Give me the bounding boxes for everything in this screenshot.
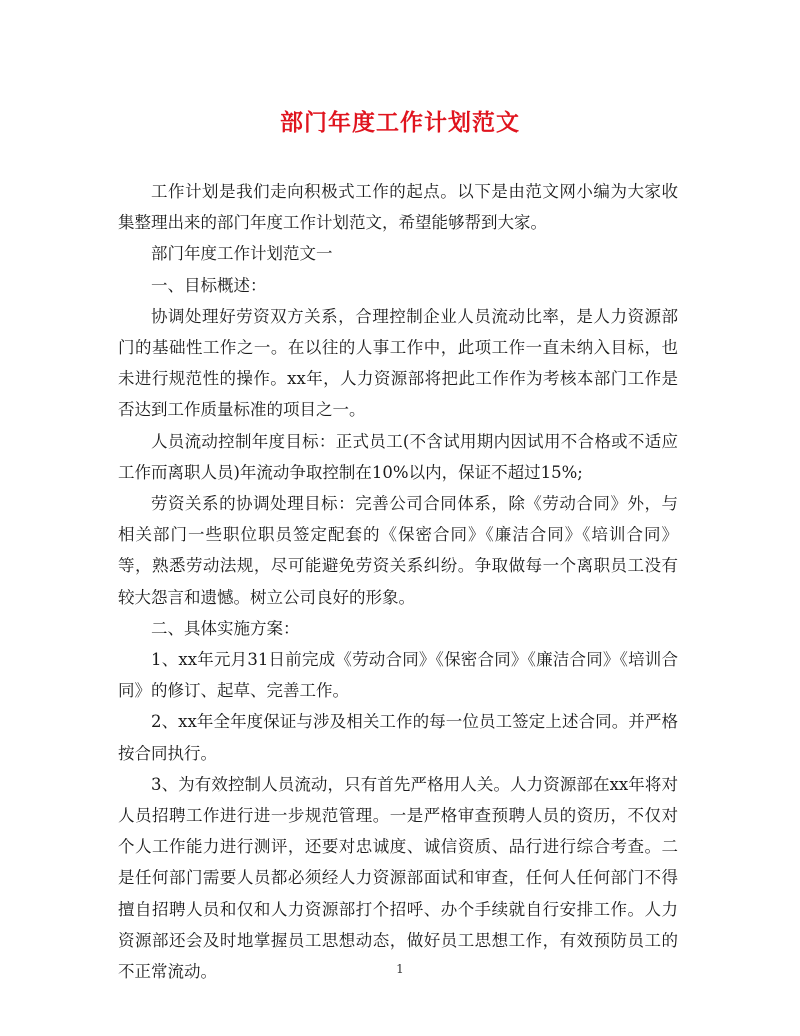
plan-item-2: 2、xx年全年度保证与涉及相关工作的每一位员工签定上述合同。并严格按合同执行。 xyxy=(118,712,678,763)
page-number: 1 xyxy=(396,962,404,976)
section-heading-sample-one: 部门年度工作计划范文一 xyxy=(151,244,333,264)
plan-item-3: 3、为有效控制人员流动，只有首先严格用人关。人力资源部在xx年将对人员招聘工作进行进一步规范管理。一是严格审查预聘人员的资历，不仅对个人工作能力进行测评，还要对忠诚度、诚信资质、品行进行综合考查。二是任何部门需要人员都必须经人力资源部面试和审查，任何人任何部门不得擅自招聘人员和仅和人力资源部打个招呼、办个手续就自行安排工作。人力资源部还会及时地掌握员工思想动态，做好员工思想工作，有效预防员工的不正常流动。 xyxy=(118,774,678,982)
plan-item-1: 1、xx年元月31日前完成《劳动合同》《保密合同》《廉洁合同》《培训合同》的修订、起草、完善工作。 xyxy=(118,650,678,701)
document-body xyxy=(118,176,678,987)
paragraph-turnover-target: 人员流动控制年度目标：正式员工(不含试用期内因试用不合格或不适应工作而离职人员)年流动争取控制在10%以内，保证不超过15%; xyxy=(118,431,678,482)
paragraph-labor-relations: 协调处理好劳资双方关系，合理控制企业人员流动比率，是人力资源部门的基础性工作之一。在以往的人事工作中，此项工作一直未纳入目标，也未进行规范性的操作。xx年，人力资源部将把此工作作为考核本部门工作是否达到工作质量标准的项目之一。 xyxy=(118,306,678,420)
document-title: 部门年度工作计划范文 xyxy=(280,109,520,136)
intro-paragraph: 工作计划是我们走向积极式工作的起点。以下是由范文网小编为大家收集整理出来的部门年度工作计划范文，希望能够帮到大家。 xyxy=(118,182,678,233)
paragraph-labor-coordination-target: 劳资关系的协调处理目标：完善公司合同体系，除《劳动合同》外，与相关部门一些职位职员签定配套的《保密合同》《廉洁合同》《培训合同》等，熟悉劳动法规，尽可能避免劳资关系纠纷。争取做每一个离职员工没有较大怨言和遗憾。树立公司良好的形象。 xyxy=(118,494,678,607)
section-heading-implementation-plan: 二、具体实施方案： xyxy=(151,618,300,638)
section-heading-goal-overview: 一、目标概述： xyxy=(151,275,267,295)
